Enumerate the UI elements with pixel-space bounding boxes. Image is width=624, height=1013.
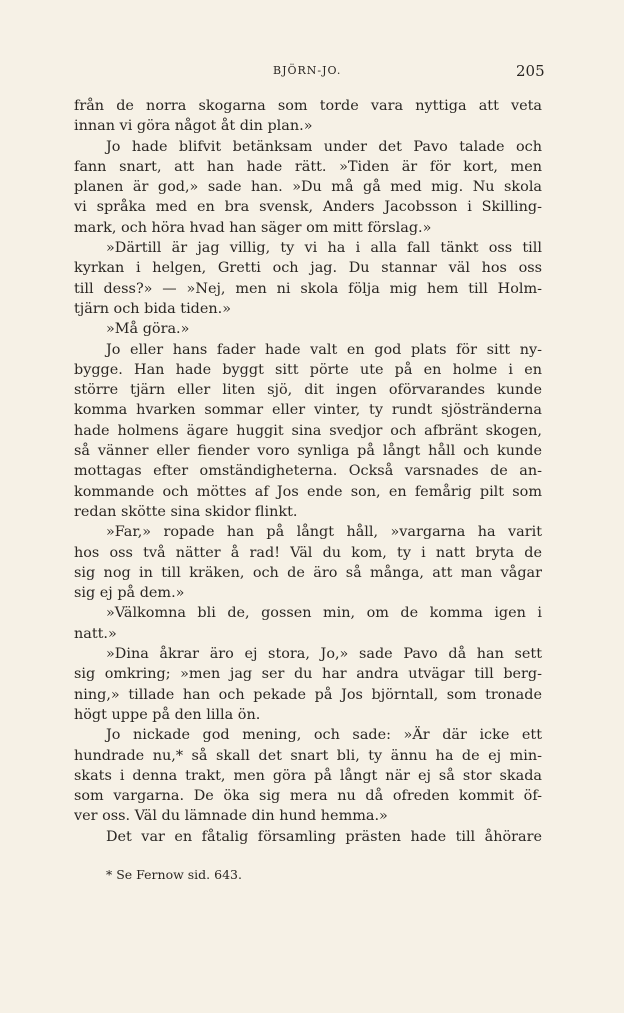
text-line: Det var en fåtalig församling prästen hade till åhörare xyxy=(106,828,542,845)
text-line: tjärn och bida tiden.» xyxy=(74,300,232,317)
text-line: till dess?» — »Nej, men ni skola följa mig hem till Holm- xyxy=(74,280,542,297)
text-line: hade holmens ägare huggit sina svedjor och afbränt skogen, xyxy=(74,422,542,439)
text-line: »Far,» ropade han på långt håll, »vargarna ha varit xyxy=(106,524,542,541)
text-line: högt uppe på den lilla ön. xyxy=(74,706,261,723)
text-line: planen är god,» sade han. »Du må gå med mig. Nu skola xyxy=(74,179,542,196)
body-text xyxy=(74,96,542,847)
text-line: »Välkomna bli de, gossen min, om de komma igen i xyxy=(106,605,542,622)
text-line: större tjärn eller liten sjö, dit ingen oförvarandes kunde xyxy=(74,382,542,399)
text-line: sig ej på dem.» xyxy=(74,585,185,602)
text-line: mottagas efter omständigheterna. Också varsnades de an- xyxy=(74,463,542,480)
text-line: vi språka med en bra svensk, Anders Jacobsson i Skilling- xyxy=(74,199,542,216)
text-line: natt.» xyxy=(74,625,117,642)
text-line: hos oss två nätter å rad! Väl du kom, ty i natt bryta de xyxy=(74,544,542,561)
text-line: kommande och möttes af Jos ende son, en femårig pilt som xyxy=(74,483,542,500)
text-line: sig nog in till kräken, och de äro så många, att man vågar xyxy=(74,564,542,581)
text-line: skats i denna trakt, men göra på långt när ej så stor skada xyxy=(74,767,542,784)
text-line: komma hvarken sommar eller vinter, ty rundt sjöstränderna xyxy=(74,402,542,419)
text-line: »Må göra.» xyxy=(106,321,190,338)
running-title: BJÖRN-JO. xyxy=(273,64,342,77)
text-line: kyrkan i helgen, Gretti och jag. Du stannar väl hos oss xyxy=(74,260,542,277)
text-line: sig omkring; »men jag ser du har andra utvägar till berg- xyxy=(74,666,542,683)
text-line: »Dina åkrar äro ej stora, Jo,» sade Pavo då han sett xyxy=(106,646,542,663)
footnote: * Se Fernow sid. 643. xyxy=(106,867,242,882)
text-line: hundrade nu,* så skall det snart bli, ty ännu ha de ej min- xyxy=(74,747,542,764)
page-number: 205 xyxy=(516,62,545,80)
text-line: »Därtill är jag villig, ty vi ha i alla fall tänkt oss till xyxy=(106,240,542,257)
text-line: bygge. Han hade byggt sitt pörte ute på en holme i en xyxy=(74,361,542,378)
text-line: ver oss. Väl du lämnade din hund hemma.» xyxy=(74,808,388,825)
text-line: Jo nickade god mening, och sade: »Är där icke ett xyxy=(106,727,542,744)
text-line: innan vi göra något åt din plan.» xyxy=(74,118,313,135)
text-line: ning,» tillade han och pekade på Jos björntall, som tronade xyxy=(74,686,542,703)
text-line: fann snart, att han hade rätt. »Tiden är för kort, men xyxy=(74,158,542,175)
text-line: redan skötte sina skidor flinkt. xyxy=(74,503,298,520)
text-line: som vargarna. De öka sig mera nu då ofreden kommit öf- xyxy=(74,788,542,805)
text-line: Jo eller hans fader hade valt en god plats för sitt ny- xyxy=(106,341,542,358)
text-line: från de norra skogarna som torde vara nyttiga att veta xyxy=(74,98,542,114)
text-line: så vänner eller fiender voro synliga på långt håll och kunde xyxy=(74,443,542,460)
text-line: mark, och höra hvad han säger om mitt förslag.» xyxy=(74,219,432,236)
text-line: Jo hade blifvit betänksam under det Pavo talade och xyxy=(106,138,542,155)
